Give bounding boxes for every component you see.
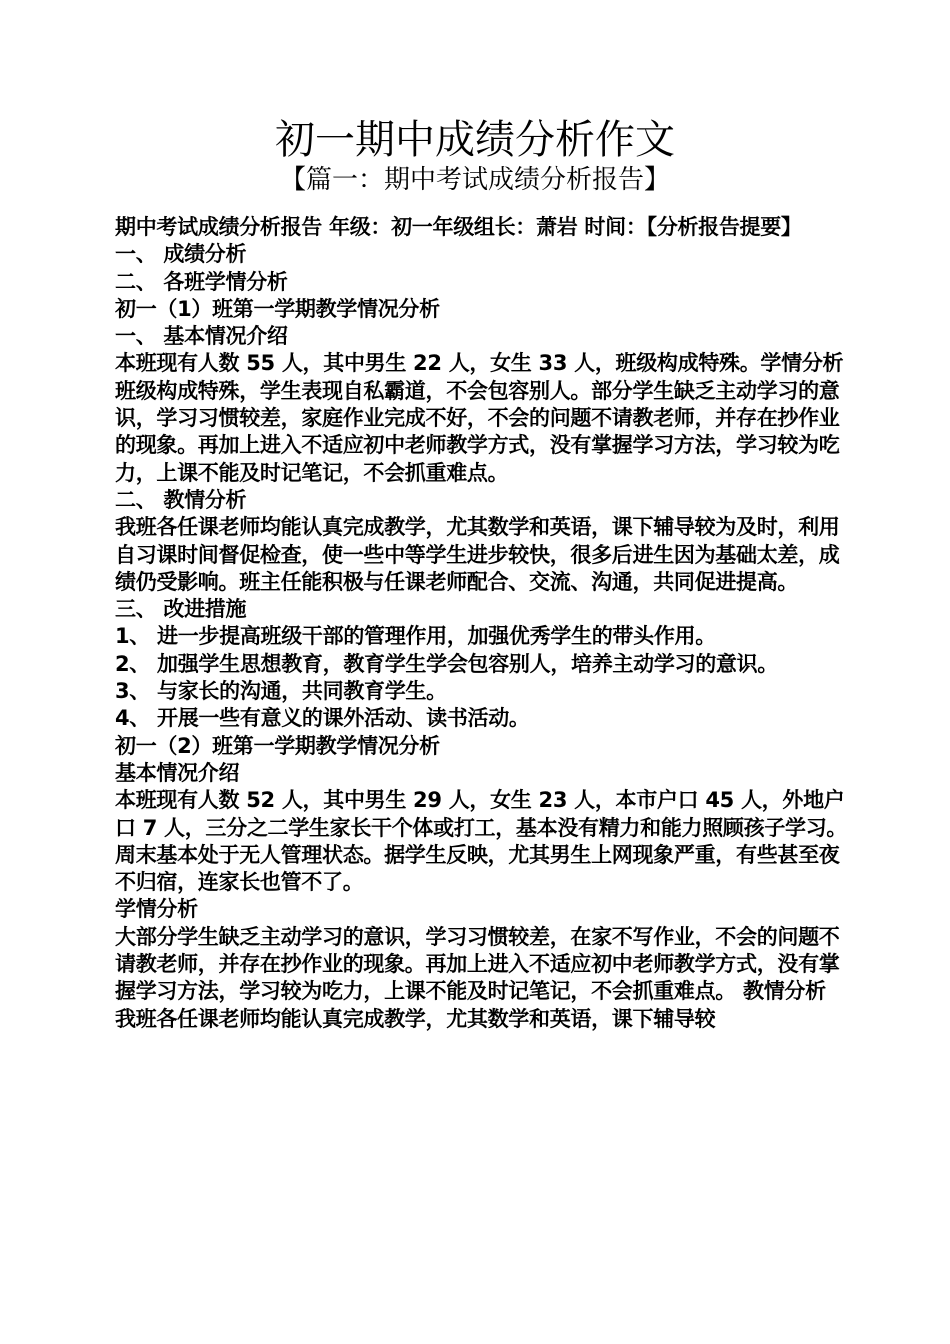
body-paragraph: 大部分学生缺乏主动学习的意识，学习习惯较差，在家不写作业，不会的问题不请教老师，并存在抄作业的现象。再加上进入不适应初中老师教学方式，没有掌握学习方法，学习较为吃力，上课不能及时记笔记，不会抓重难点。 教情分析	[115, 924, 840, 1004]
body-paragraph: 本班现有人数 55 人，其中男生 22 人，女生 33 人，班级构成特殊。学情分析	[115, 351, 844, 376]
body-paragraph: 一、 成绩分析	[115, 242, 247, 267]
document-subtitle: 【篇一：期中考试成绩分析报告】	[279, 165, 670, 195]
body-paragraph: 2、 加强学生思想教育，教育学生学会包容别人，培养主动学习的意识。	[115, 651, 779, 676]
document-title: 初一期中成绩分析作文	[275, 117, 675, 163]
body-paragraph: 我班各任课老师均能认真完成教学，尤其数学和英语，课下辅导较为及时，利用自习课时间督促检查，使一些中等学生进步较快，很多后进生因为基础太差，成绩仍受影响。班主任能积极与任课老师配合、交流、沟通，共同促进提高。	[115, 515, 840, 594]
body-paragraph: 初一（2）班第一学期教学情况分析	[115, 733, 440, 758]
body-paragraph: 一、 基本情况介绍	[115, 324, 288, 349]
body-paragraph: 三、 改进措施	[115, 597, 247, 622]
body-paragraph: 二、 教情分析	[115, 487, 247, 512]
body-paragraph: 学情分析	[115, 897, 198, 922]
body-paragraph: 基本情况介绍	[115, 760, 240, 785]
body-paragraph: 初一（1）班第一学期教学情况分析	[115, 296, 440, 321]
body-paragraph: 本班现有人数 52 人，其中男生 29 人，女生 23 人，本市户口 45 人，外地户口 7 人，三分之二学生家长干个体或打工，基本没有精力和能力照顾孩子学习。周末基本处于无人管理状态。据学生反映，尤其男生上网现象严重，有些甚至夜不归宿，连家长也管不了。	[115, 788, 848, 895]
document-body	[115, 214, 855, 1033]
body-paragraph: 3、 与家长的沟通，共同教育学生。	[115, 679, 447, 704]
body-paragraph: 期中考试成绩分析报告 年级：初一年级组长：萧岩 时间：【分析报告提要】	[115, 215, 802, 239]
body-paragraph: 我班各任课老师均能认真完成教学，尤其数学和英语，课下辅导较	[115, 1006, 716, 1031]
body-paragraph: 班级构成特殊，学生表现自私霸道，不会包容别人。部分学生缺乏主动学习的意识，学习习惯较差，家庭作业完成不好，不会的问题不请教老师，并存在抄作业的现象。再加上进入不适应初中老师教学方式，没有掌握学习方法，学习较为吃力，上课不能及时记笔记，不会抓重难点。	[115, 378, 840, 485]
body-paragraph: 二、 各班学情分析	[115, 269, 288, 294]
body-paragraph: 1、 进一步提高班级干部的管理作用，加强优秀学生的带头作用。	[115, 624, 716, 649]
body-paragraph: 4、 开展一些有意义的课外活动、读书活动。	[115, 706, 530, 731]
